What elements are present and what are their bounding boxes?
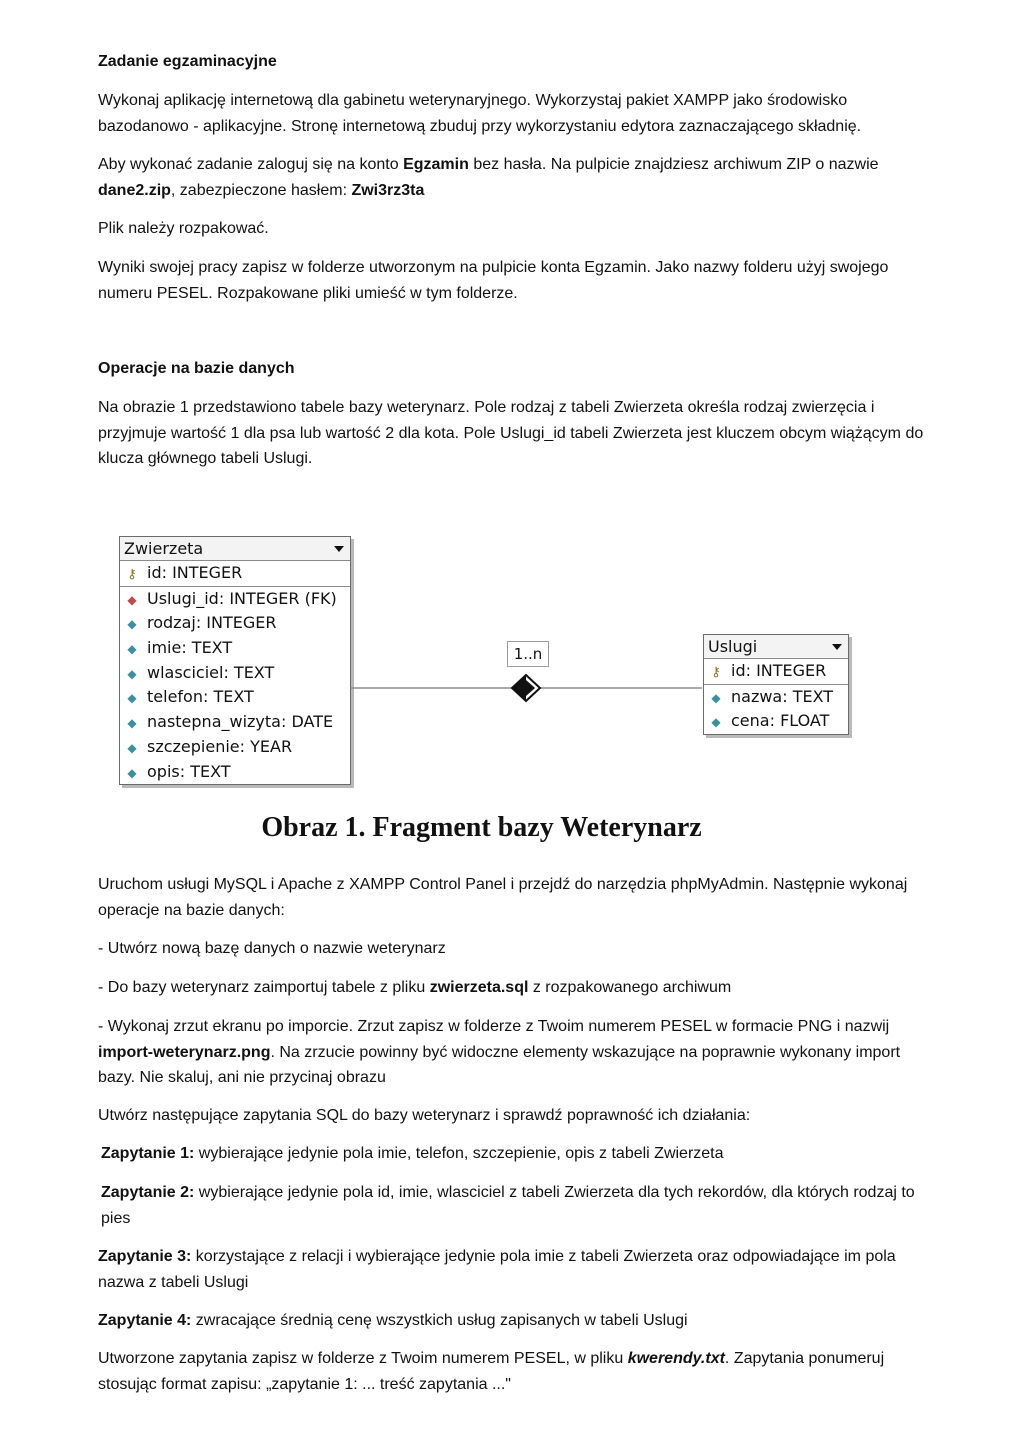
field-icon: ◆ [127, 691, 137, 706]
field-label: szczepienie: YEAR [147, 736, 293, 756]
field-label: opis: TEXT [147, 761, 231, 781]
table-uslugi [703, 634, 849, 735]
foreign-key-icon: ◆ [127, 592, 137, 607]
field-row [704, 709, 848, 734]
key-icon: ⚷ [711, 665, 721, 680]
field-label: Uslugi_id: INTEGER (FK) [147, 588, 337, 608]
step-import: - Do bazy weterynarz zaimportuj tabele z pliku zwierzeta.sql z rozpakowanego archiwum [98, 979, 732, 996]
paragraph-db-description: Na obrazie 1 przedstawiono tabele bazy weterynarz. Pole rodzaj z tabeli Zwierzeta określa rodzaj zwierzęcia i przyjmuje wartość 1 dla psa lub wartość 2 dla kota. Pole Uslugi_id tabeli Zwierzeta jest kluczem obcym wiążącym do klucza głównego tabeli Uslugi. [98, 399, 924, 467]
field-icon: ◆ [127, 765, 137, 780]
paragraph-unzip: Plik należy rozpakować. [98, 220, 269, 237]
field-label: wlasciciel: TEXT [147, 662, 275, 682]
query-4: Zapytanie 4: zwracające średnią cenę wszystkich usług zapisanych w tabeli Uslugi [98, 1312, 688, 1329]
paragraph-start-services: Uruchom usługi MySQL i Apache z XAMPP Control Panel i przejdź do narzędzia phpMyAdmin. Następnie wykonaj operacje na bazie danych: [98, 876, 908, 919]
relation-diamond-icon [512, 675, 540, 701]
paragraph-login: Aby wykonać zadanie zaloguj się na konto Egzamin bez hasła. Na pulpicie znajdziesz archiwum ZIP o nazwie dane2.zip, zabezpieczone hasłem: Zwi3rz3ta [98, 156, 879, 199]
field-icon: ◆ [127, 716, 137, 731]
field-row [704, 659, 848, 685]
field-icon: ◆ [127, 617, 137, 632]
field-label: nastepna_wizyta: DATE [147, 712, 334, 732]
table-zwierzeta-name: Zwierzeta [124, 539, 204, 558]
paragraph-queries-intro: Utwórz następujące zapytania SQL do bazy weterynarz i sprawdź poprawność ich działania: [98, 1107, 751, 1124]
field-icon: ◆ [127, 642, 137, 657]
field-label: imie: TEXT [147, 638, 233, 658]
field-icon: ◆ [127, 740, 137, 755]
query-2: Zapytanie 2: wybierające jedynie pola id, imie, wlasciciel z tabeli Zwierzeta dla tych rekordów, dla których rodzaj to pies [101, 1184, 915, 1227]
field-label: id: INTEGER [731, 661, 827, 680]
paragraph-results: Wyniki swojej pracy zapisz w folderze utworzonym na pulpicie konta Egzamin. Jako nazwy folderu użyj swojego numeru PESEL. Rozpakowane pliki umieść w tym folderze. [98, 259, 889, 302]
field-label: cena: FLOAT [731, 711, 830, 731]
heading-exam-task: Zadanie egzaminacyjne [98, 53, 277, 70]
relation-cardinality-label: 1..n [507, 641, 549, 667]
heading-db-operations: Operacje na bazie danych [98, 360, 295, 377]
paragraph-save-queries: Utworzone zapytania zapisz w folderze z Twoim numerem PESEL, w pliku kwerendy.txt. Zapytania ponumeruj stosując format zapisu: „zapytanie 1: ... treść zapytania ..." [98, 1350, 885, 1393]
field-label: rodzaj: INTEGER [147, 613, 277, 633]
query-1: Zapytanie 1: wybierające jedynie pola imie, telefon, szczepienie, opis z tabeli Zwierzeta [101, 1145, 724, 1162]
query-3: Zapytanie 3: korzystające z relacji i wybierające jedynie pola imie z tabeli Zwierzeta oraz odpowiadające im pola nazwa z tabeli Uslugi [98, 1248, 896, 1291]
field-icon: ◆ [711, 690, 721, 705]
chevron-down-icon [832, 644, 842, 650]
paragraph-intro: Wykonaj aplikację internetową dla gabinetu weterynaryjnego. Wykorzystaj pakiet XAMPP jako środowisko bazodanowo - aplikacyjne. Stronę internetową zbuduj przy wykorzystaniu edytora zaznaczającego składnię. [98, 92, 862, 135]
step-create-db: - Utwórz nową bazę danych o nazwie weterynarz [98, 940, 446, 957]
step-screenshot: - Wykonaj zrzut ekranu po imporcie. Zrzut zapisz w folderze z Twoim numerem PESEL w formacie PNG i nazwij import-weterynarz.png. Na zrzucie powinny być widoczne elementy wskazujące na poprawnie wykonany import bazy. Nie skaluj, ani nie przycinaj obrazu [98, 1018, 901, 1086]
field-icon: ◆ [711, 715, 721, 730]
field-label: telefon: TEXT [147, 687, 254, 707]
field-label: nazwa: TEXT [731, 686, 834, 706]
field-row [704, 685, 848, 710]
key-icon: ⚷ [127, 567, 137, 582]
figure-caption: Obraz 1. Fragment bazy Weterynarz [261, 812, 702, 843]
field-icon: ◆ [127, 666, 137, 681]
table-uslugi-name: Uslugi [708, 637, 758, 656]
field-label: id: INTEGER [147, 563, 243, 582]
table-uslugi-header [704, 635, 848, 659]
